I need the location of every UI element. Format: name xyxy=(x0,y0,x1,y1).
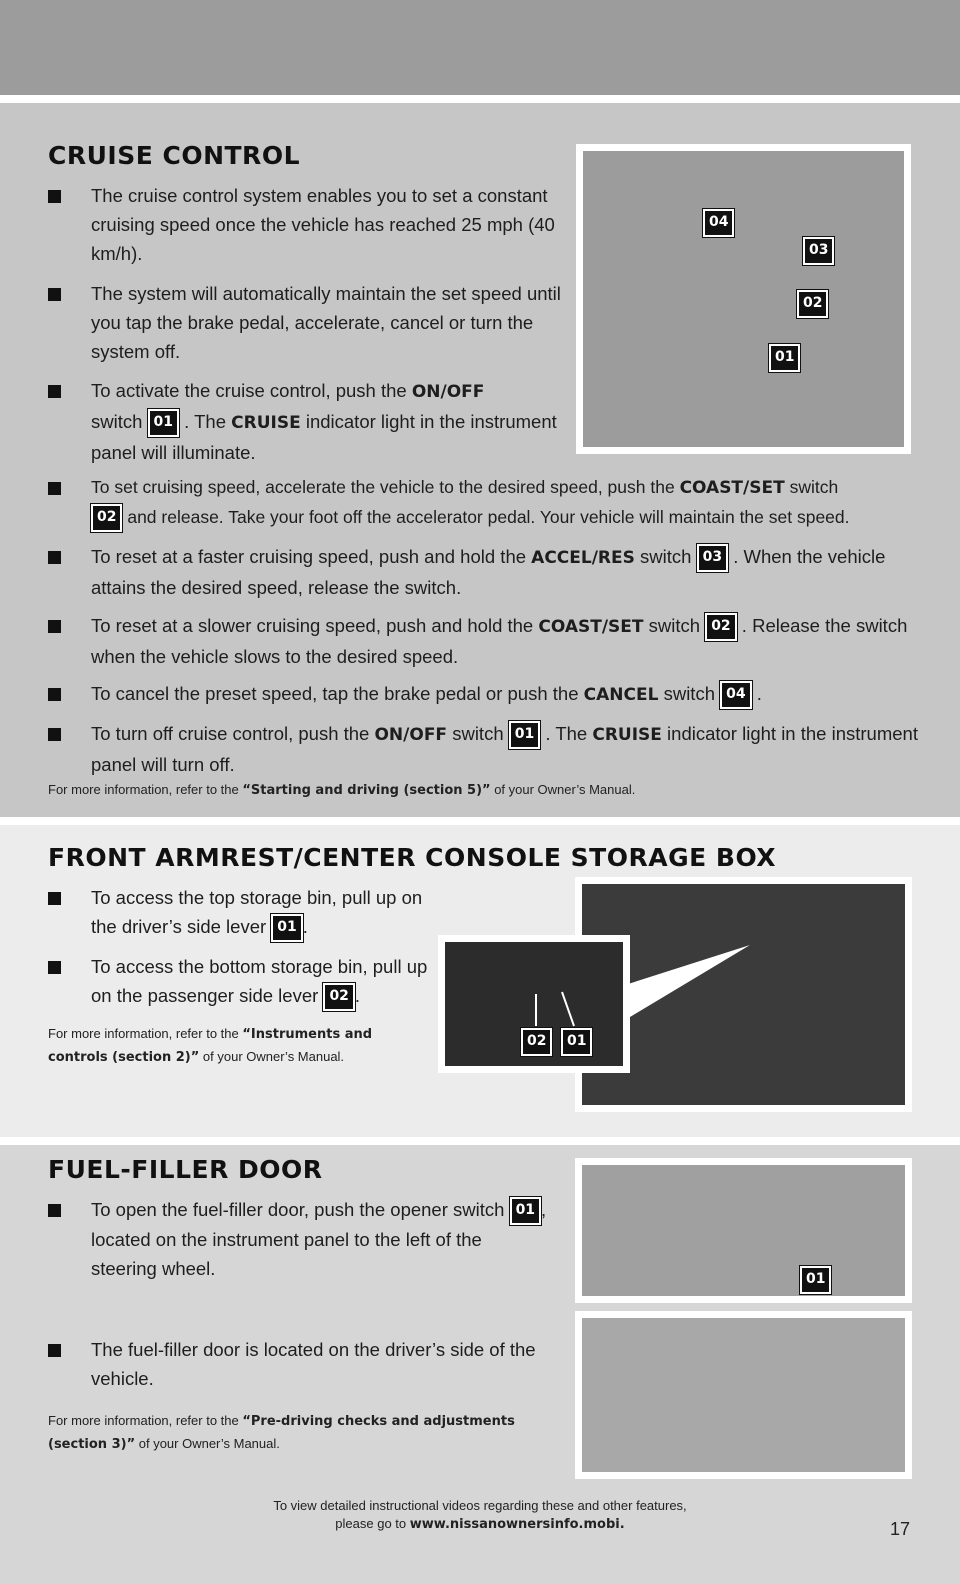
fuel-bullet-1: To open the fuel-filler door, push the opener switch 01 , located on the instrument panel to the left of the steering wheel. xyxy=(91,1195,551,1283)
top-divider xyxy=(0,95,960,103)
zoom-callout-pointer xyxy=(615,940,755,1025)
bullet-square-icon xyxy=(48,892,61,905)
photo-badge-02: 02 xyxy=(797,290,828,318)
bullet-square-icon xyxy=(48,385,61,398)
armrest-reference-note: For more information, refer to the “Instruments and controls (section 2)” of your Owner’s Manual. xyxy=(48,1026,373,1065)
bullet-square-icon xyxy=(48,1344,61,1357)
cruise-control-switch-photo xyxy=(576,144,911,454)
bullet-square-icon xyxy=(48,551,61,564)
armrest-title: FRONT ARMREST/CENTER CONSOLE STORAGE BOX xyxy=(48,843,777,872)
bullet-square-icon xyxy=(48,961,61,974)
fuel-opener-switch-photo xyxy=(575,1158,912,1303)
photo-badge-02: 02 xyxy=(521,1028,552,1056)
cruise-control-title: CRUISE CONTROL xyxy=(48,141,300,170)
cruise-bullet-8: To turn off cruise control, push the ON/OFF switch 01 . The CRUISE indicator light in the instrument panel will turn off. xyxy=(91,719,921,779)
callout-badge-01: 01 xyxy=(510,1197,541,1225)
bullet-square-icon xyxy=(48,288,61,301)
photo-badge-03: 03 xyxy=(803,237,834,265)
cruise-bullet-2: The system will automatically maintain the set speed until you tap the brake pedal, accelerate, cancel or turn the system off. xyxy=(91,279,561,366)
callout-badge-01: 01 xyxy=(148,409,179,437)
callout-badge-02: 02 xyxy=(91,504,122,532)
armrest-section xyxy=(0,825,960,1137)
armrest-lever-closeup-photo xyxy=(438,935,630,1073)
bullet-square-icon xyxy=(48,620,61,633)
footer-note: To view detailed instructional videos regarding these and other features, please go to www.nissanownersinfo.mobi. xyxy=(273,1498,687,1532)
top-band xyxy=(0,0,960,95)
armrest-bullet-1: To access the top storage bin, pull up on the driver’s side lever 01 . xyxy=(91,883,426,942)
website-link[interactable]: www.nissanownersinfo.mobi. xyxy=(409,1517,625,1532)
cruise-bullet-7: To cancel the preset speed, tap the brake pedal or push the CANCEL switch 04 . xyxy=(91,679,921,710)
bullet-square-icon xyxy=(48,190,61,203)
bullet-square-icon xyxy=(48,482,61,495)
callout-badge-01: 01 xyxy=(509,721,540,749)
cruise-bullet-4: To set cruising speed, accelerate the vehicle to the desired speed, push the COAST/SET switch 02 and release. Take your foot off the accelerator pedal. Your vehicle will maintain the set speed. xyxy=(91,473,921,532)
section-divider xyxy=(0,1137,960,1145)
photo-badge-04: 04 xyxy=(703,209,734,237)
photo-badge-01: 01 xyxy=(769,344,800,372)
section-divider xyxy=(0,817,960,825)
callout-badge-01: 01 xyxy=(271,914,302,942)
bullet-square-icon xyxy=(48,728,61,741)
cruise-control-section xyxy=(0,103,960,817)
bullet-square-icon xyxy=(48,688,61,701)
armrest-bullet-2: To access the bottom storage bin, pull up on the passenger side lever 02 . xyxy=(91,952,431,1011)
photo-badge-01: 01 xyxy=(561,1028,592,1056)
fuel-filler-title: FUEL-FILLER DOOR xyxy=(48,1155,323,1184)
cruise-bullet-5: To reset at a faster cruising speed, push and hold the ACCEL/RES switch 03 . When the vehicle attains the desired speed, release the switch. xyxy=(91,542,921,602)
page-number: 17 xyxy=(890,1519,911,1539)
callout-badge-03: 03 xyxy=(697,544,728,572)
bullet-square-icon xyxy=(48,1204,61,1217)
callout-badge-02: 02 xyxy=(323,983,354,1011)
cruise-reference-note: For more information, refer to the “Starting and driving (section 5)” of your Owner’s Manual. xyxy=(48,782,636,798)
photo-badge-01: 01 xyxy=(800,1266,831,1294)
fuel-reference-note: For more information, refer to the “Pre-driving checks and adjustments (section 3)” of your Owner’s Manual. xyxy=(48,1413,515,1452)
cruise-bullet-1: The cruise control system enables you to set a constant cruising speed once the vehicle has reached 25 mph (40 km/h). xyxy=(91,181,561,268)
cruise-bullet-3: To activate the cruise control, push the ON/OFF switch 01 . The CRUISE indicator light in the instrument panel will illuminate. xyxy=(91,376,561,467)
cruise-bullet-6: To reset at a slower cruising speed, push and hold the COAST/SET switch 02 . Release the switch when the vehicle slows to the desired speed. xyxy=(91,611,921,671)
callout-badge-02: 02 xyxy=(705,613,736,641)
fuel-bullet-2: The fuel-filler door is located on the driver’s side of the vehicle. xyxy=(91,1335,551,1393)
fuel-filler-door-photo xyxy=(575,1311,912,1479)
callout-badge-04: 04 xyxy=(720,681,751,709)
